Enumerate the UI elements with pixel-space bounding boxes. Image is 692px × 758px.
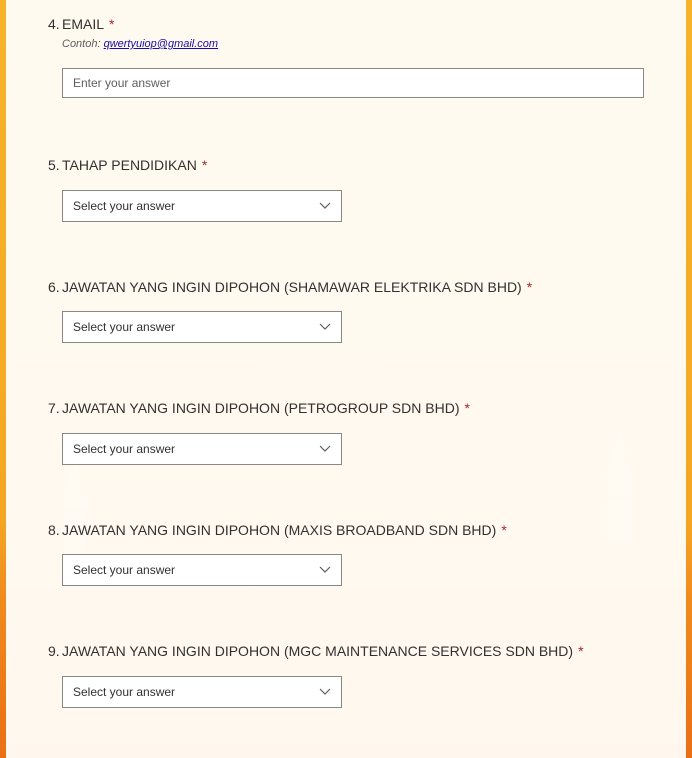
petrogroup-position-dropdown[interactable] — [62, 433, 342, 465]
question-label: TAHAP PENDIDIKAN — [62, 157, 197, 173]
email-input[interactable] — [62, 68, 644, 98]
maxis-position-dropdown[interactable] — [62, 554, 342, 586]
dropdown-value: Select your answer — [73, 563, 176, 577]
question-email-hint — [62, 38, 218, 50]
question-mgc-title — [48, 643, 584, 659]
question-label: JAWATAN YANG INGIN DIPOHON (PETROGROUP SDN BHD) — [62, 400, 460, 416]
chevron-down-icon — [319, 202, 331, 210]
question-number: 5. — [48, 157, 60, 173]
question-email-title — [48, 16, 114, 32]
hint-example-link[interactable]: qwertyuiop@gmail.com — [103, 38, 219, 50]
required-marker: * — [464, 400, 470, 416]
chevron-down-icon — [319, 445, 331, 453]
chevron-down-icon — [319, 323, 331, 331]
question-number: 8. — [48, 522, 60, 538]
dropdown-value: Select your answer — [73, 199, 176, 213]
dropdown-value: Select your answer — [73, 320, 176, 334]
question-petrogroup-title — [48, 400, 470, 416]
question-label: JAWATAN YANG INGIN DIPOHON (MGC MAINTENANCE SERVICES SDN BHD) — [62, 643, 574, 659]
question-education-title — [48, 157, 207, 173]
form-card — [6, 0, 686, 758]
question-number: 7. — [48, 400, 60, 416]
chevron-down-icon — [319, 566, 331, 574]
question-label: JAWATAN YANG INGIN DIPOHON (SHAMAWAR ELEKTRIKA SDN BHD) — [62, 279, 522, 295]
question-number: 4. — [48, 16, 60, 32]
question-number: 6. — [48, 279, 60, 295]
hint-prefix: Contoh: — [62, 38, 101, 50]
mgc-position-dropdown[interactable] — [62, 676, 342, 708]
shamawar-position-dropdown[interactable] — [62, 311, 342, 343]
dropdown-value: Select your answer — [73, 442, 176, 456]
education-dropdown[interactable] — [62, 190, 342, 222]
chevron-down-icon — [319, 688, 331, 696]
required-marker: * — [501, 522, 507, 538]
dropdown-value: Select your answer — [73, 685, 176, 699]
question-label: EMAIL — [62, 16, 105, 32]
required-marker: * — [578, 643, 584, 659]
question-shamawar-title — [48, 279, 532, 295]
question-number: 9. — [48, 643, 60, 659]
required-marker: * — [201, 157, 208, 173]
required-marker: * — [109, 16, 115, 32]
question-maxis-title — [48, 522, 507, 538]
required-marker: * — [526, 279, 533, 295]
question-label: JAWATAN YANG INGIN DIPOHON (MAXIS BROADBAND SDN BHD) — [62, 522, 497, 538]
